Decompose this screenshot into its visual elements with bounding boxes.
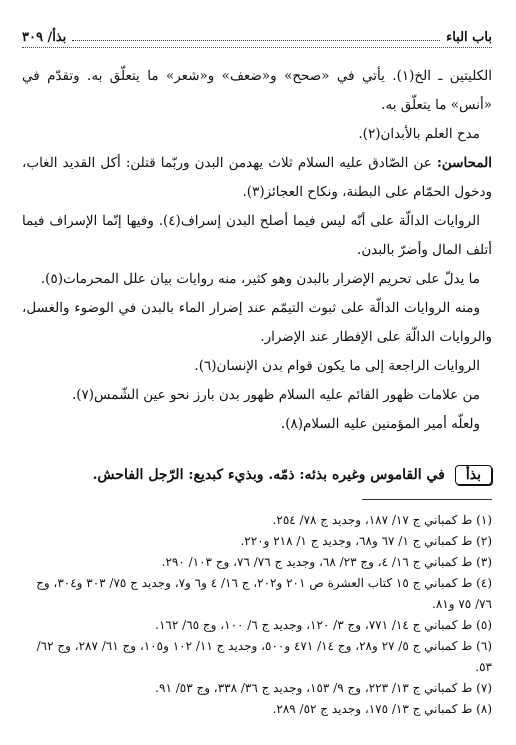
- footnote: (٣) ط كمباني ج ١٦/ ٤، وج ٢٣/ ٦٨، وجديد ج ٧٦/ ٧٦، وج ١٠٣/ ٢٩٠.: [161, 555, 492, 569]
- paragraph: ولعلّه أمير المؤمنين عليه السلام(٨).: [280, 416, 480, 432]
- footnote: (٤) ط كمباني ج ١٥ كتاب العشرة ص ٢٠١ و٢٠٢، ج ١٦/ ٤ و٦ و٧، وجديد ج ٧٥/ ٣٠٣ و٣٠٤، وج ٧٦/ ٧٥ و٨١.: [36, 576, 492, 611]
- paragraph: من علامات ظهور القائم عليه السلام ظهور بدن بارز نحو عين الشّمس(٧).: [71, 387, 480, 403]
- paragraph: الروايات الدالّة على أنّه ليس فيما أصلح البدن إسراف(٤). وفيها إنّما الإسراف فيما أتلف المال وأضرّ بالبدن.: [22, 213, 492, 258]
- mahasin-paragraph: [22, 149, 492, 207]
- paragraph: مدح العلم بالأبدان(٢).: [358, 126, 480, 142]
- entry-headword-box: بذأ: [455, 465, 492, 485]
- mahasin-label: المحاسن:: [436, 155, 492, 171]
- entry-text: في القاموس وغيره بذئه: ذمّه. وبذيء كبديع: الرّجل الفاحش.: [92, 467, 445, 483]
- footnote: (٨) ط كمباني ج ١٣/ ١٧٥، وجديد ج ٥٢/ ٢٨٩.: [272, 702, 492, 716]
- paragraph: الروايات الراجعة إلى ما يكون قوام بدن الإنسان(٦).: [194, 358, 480, 374]
- footnote: (٢) ط كمباني ج ١/ ٦٧ و٦٨، وجديد ج ١/ ٢١٨ و٢٢٠.: [240, 534, 492, 548]
- main-text: [22, 62, 492, 439]
- book-page: [22, 30, 492, 720]
- footnote: (٧) ط كمباني ج ١٣/ ٢٢٣، وج ٩/ ١٥٣، وجديد ج ٣٦/ ٣٣٨، وج ٥٣/ ٩١.: [155, 681, 492, 695]
- page-reference: بذأ/ ٣٠٩: [22, 30, 67, 45]
- mahasin-text: عن الصّادق عليه السلام ثلاث يهدمن البدن وربّما قتلن: أكل القديد الغاب، ودخول الحمّام على البطنة، ونكاح العجائز(٣).: [22, 155, 492, 200]
- dictionary-entry: [22, 465, 492, 485]
- header-dot-leader: [72, 40, 440, 41]
- paragraph: ما يدلّ على تحريم الإضرار بالبدن وهو كثير، منه روايات بيان علل المحرمات(٥).: [40, 271, 480, 287]
- paragraph: الكليتين ـ الخ(١). يأتي في «صحح» و«ضعف» و«شعر» ما يتعلّق به. وتقدّم في «أنس» ما يتعلّق به.: [22, 68, 492, 113]
- footnote: (٦) ط كمباني ج ٥/ ٢٧ و٢٨، وج ١٤/ ٤٧١ و٥٠٠، وجديد ج ١١/ ١٠٢ و١٠٥، وج ٦١/ ٢٨٧، وج ٦٢/ ٥٣.: [36, 639, 492, 674]
- footnote: (٥) ط كمباني ج ١٤/ ٧٧١، وج ٣/ ١٢٠، وجديد ج ٦/ ١٠٠، وج ٦٥/ ١٦٢.: [155, 618, 492, 632]
- footnotes: [22, 510, 492, 720]
- footnote-separator: [362, 499, 492, 500]
- paragraph: ومنه الروايات الدالّة على ثبوت التيمّم عند إضرار الماء بالبدن في الوضوء والغسل، والروايات الدالّة على الإفطار عند الإضرار.: [22, 300, 492, 345]
- chapter-title: باب الباء: [446, 30, 492, 45]
- running-header: [22, 30, 492, 48]
- footnote: (١) ط كمباني ج ١٧/ ١٨٧، وجديد ج ٧٨/ ٢٥٤.: [272, 513, 492, 527]
